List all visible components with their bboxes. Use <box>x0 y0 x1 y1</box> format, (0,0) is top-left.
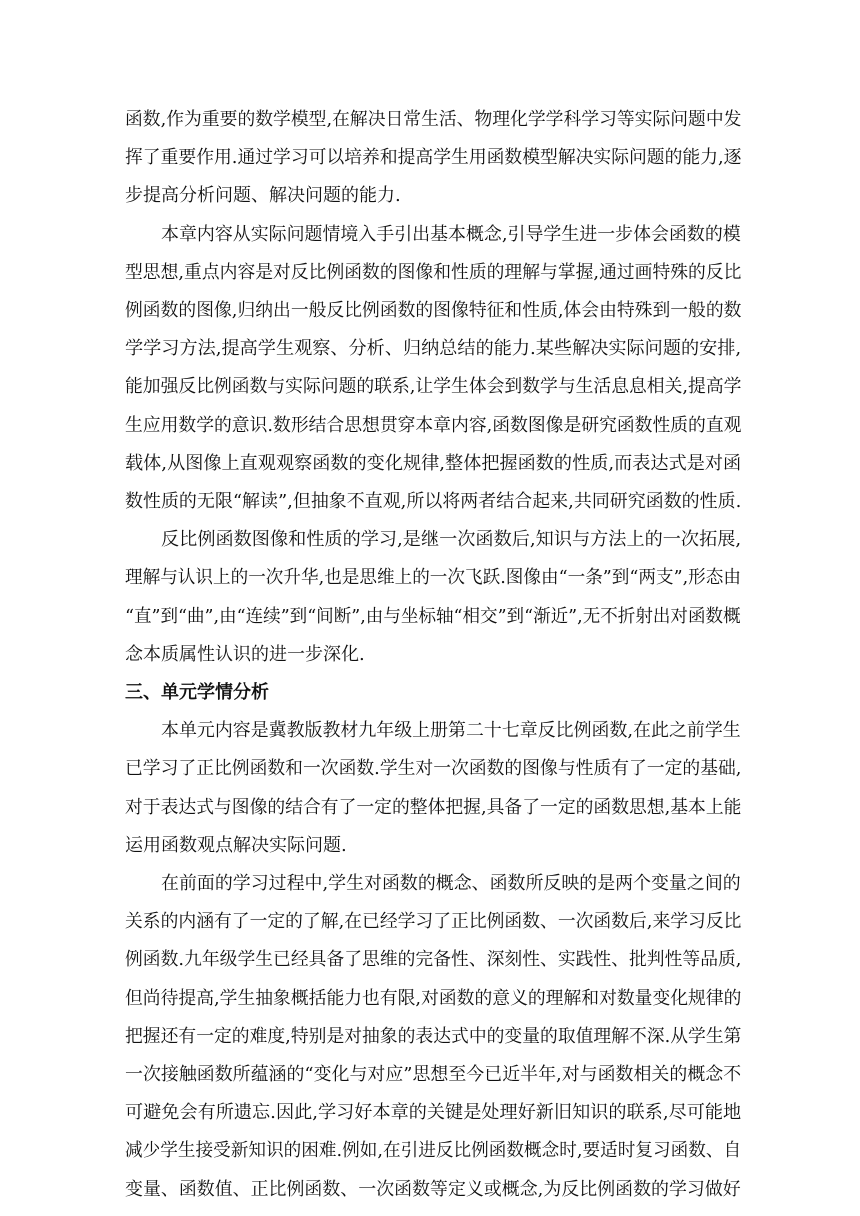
paragraph-line: 念本质属性认识的进一步深化. <box>125 643 365 665</box>
paragraph-line: 例函数.九年级学生已经具备了思维的完备性、深刻性、实践性、批判性等品质, <box>125 949 742 971</box>
paragraph-line: 型思想,重点内容是对反比例函数的图像和性质的理解与掌握,通过画特殊的反比 <box>125 261 742 283</box>
paragraph-line: 一次接触函数所蕴涵的“变化与对应”思想至今已近半年,对与函数相关的概念不 <box>125 1064 742 1085</box>
paragraph-line: 变量、函数值、正比例函数、一次函数等定义或概念,为反比例函数的学习做好 <box>125 1178 741 1200</box>
paragraph-line: 已学习了正比例函数和一次函数.学生对一次函数的图像与性质有了一定的基础, <box>125 758 742 780</box>
paragraph-line: 对于表达式与图像的结合有了一定的整体把握,具备了一定的函数思想,基本上能 <box>125 796 742 818</box>
paragraph-line: 例函数的图像,归纳出一般反比例函数的图像特征和性质,体会由特殊到一般的数 <box>125 300 742 321</box>
paragraph-line: 载体,从图像上直观观察函数的变化规律,整体把握函数的性质,而表达式是对函 <box>125 452 742 474</box>
paragraph-line: 本章内容从实际问题情境入手引出基本概念,引导学生进一步体会函数的模 <box>161 223 741 245</box>
paragraph-line: 减少学生接受新知识的困难.例如,在引进反比例函数概念时,要适时复习函数、自 <box>125 1140 742 1162</box>
section-heading: 三、单元学情分析 <box>125 682 269 703</box>
paragraph-line: 可避免会有所遗忘.因此,学习好本章的关键是处理好新旧知识的联系,尽可能地 <box>125 1102 742 1124</box>
paragraph-line: 运用函数观点解决实际问题. <box>125 834 347 856</box>
paragraph-line: “直”到“曲”,由“连续”到“间断”,由与坐标轴“相交”到“渐近”,无不折射出对函数概 <box>125 605 741 627</box>
paragraph-line: 本单元内容是冀教版教材九年级上册第二十七章反比例函数,在此之前学生 <box>161 720 741 742</box>
paragraph-line: 步提高分析问题、解决问题的能力. <box>125 185 401 207</box>
paragraph-line: 挥了重要作用.通过学习可以培养和提高学生用函数模型解决实际问题的能力,逐 <box>125 147 742 169</box>
paragraph-line: 反比例函数图像和性质的学习,是继一次函数后,知识与方法上的一次拓展, <box>161 529 742 551</box>
paragraph-line: 学学习方法,提高学生观察、分析、归纳总结的能力.某些解决实际问题的安排, <box>125 338 742 360</box>
paragraph-line: 在前面的学习过程中,学生对函数的概念、函数所反映的是两个变量之间的 <box>161 873 741 894</box>
paragraph-line: 把握还有一定的难度,特别是对抽象的表达式中的变量的取值理解不深.从学生第 <box>125 1025 742 1047</box>
paragraph-line: 关系的内涵有了一定的了解,在已经学习了正比例函数、一次函数后,来学习反比 <box>125 911 742 933</box>
paragraph-line: 但尚待提高,学生抽象概括能力也有限,对函数的意义的理解和对数量变化规律的 <box>125 987 742 1009</box>
paragraph-line: 函数,作为重要的数学模型,在解决日常生活、物理化学学科学习等实际问题中发 <box>125 109 742 130</box>
paragraph-line: 理解与认识上的一次升华,也是思维上的一次飞跃.图像由“一条”到“两支”,形态由 <box>125 567 741 589</box>
paragraph-line: 生应用数学的意识.数形结合思想贯穿本章内容,函数图像是研究函数性质的直观 <box>125 414 742 436</box>
paragraph-line: 能加强反比例函数与实际问题的联系,让学生体会到数学与生活息息相关,提高学 <box>125 376 742 398</box>
paragraph-line: 数性质的无限“解读”,但抽象不直观,所以将两者结合起来,共同研究函数的性质. <box>125 491 742 512</box>
